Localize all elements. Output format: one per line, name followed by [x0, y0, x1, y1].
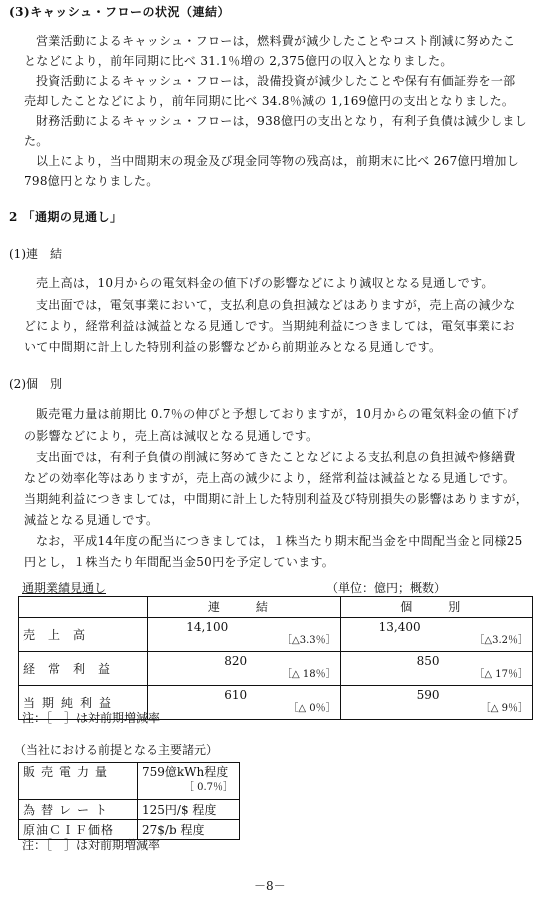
individual-line: 支出面では，有利子負債の削減に努めてきたことなどによる支払利息の負担減や修繕費 [36, 450, 516, 464]
cell-consolidated [148, 618, 340, 652]
individual-heading: (2)個 別 [9, 377, 62, 391]
change-rate: ［ 0.7％］ [183, 782, 233, 793]
individual-line: なお，平成14年度の配当につきましては，１株当たり期末配当金を中間配当金と同様25 [36, 534, 523, 548]
row-label: 販売電力量 [19, 763, 138, 800]
change-rate: ［△ 17％］ [474, 669, 528, 680]
row-label: 当期純利益 [19, 686, 148, 720]
table-row [19, 820, 240, 840]
table-row [19, 763, 240, 800]
forecast-table-title: 通期業績見通し [22, 581, 107, 595]
value: 590 [416, 688, 440, 702]
value: 850 [416, 654, 440, 668]
row-label: 為替レート [19, 800, 138, 820]
table-corner-cell [19, 597, 148, 618]
value: 610 [224, 688, 248, 702]
consolidated-line: どにより，経常利益は減益となる見通しです。当期純利益につきましては，電気事業にお [24, 319, 515, 333]
cell-value [138, 763, 240, 800]
cashflow-line: 798億円となりました。 [24, 174, 159, 188]
cashflow-line: 投資活動によるキャッシュ・フローは，設備投資が減少したことや保有有価証券を一部 [36, 74, 516, 88]
value: 27$/b 程度 [142, 822, 205, 837]
outlook-heading: 2 「通期の見通し」 [9, 210, 123, 224]
cell-consolidated [148, 652, 340, 686]
change-rate: ［△ 0％］ [288, 703, 336, 714]
cashflow-line: 財務活動によるキャッシュ・フローは，938億円の支出となり，有利子負債は減少しまし [36, 114, 527, 128]
assumptions-table-title: （当社における前提となる主要諸元） [14, 743, 219, 757]
table-header-row [19, 597, 533, 618]
individual-line: の影響などにより，売上高は減収となる見通しです。 [24, 429, 319, 443]
cashflow-line: 売却したことなどにより，前年同期に比べ 34.8％減の 1,169億円の支出となりました。 [24, 94, 515, 108]
row-label: 売上高 [19, 618, 148, 652]
cashflow-line: た。 [24, 134, 49, 148]
individual-line: 販売電力量は前期比 0.7％の伸びと予想しておりますが，10月からの電気料金の値下げ [36, 407, 519, 421]
value: 759億kWh程度 [142, 765, 229, 779]
page-number: －8－ [254, 879, 286, 893]
column-header-individual: 個 別 [340, 597, 532, 618]
value: 13,400 [378, 620, 421, 634]
consolidated-line: 売上高は，10月からの電気料金の値下げの影響などにより減収となる見通しです。 [36, 276, 494, 290]
consolidated-line: 支出面では，電気事業において，支払利息の負担減などはありますが，売上高の減少な [36, 298, 516, 312]
cashflow-line: 以上により，当中間期末の現金及び現金同等物の残高は，前期末に比べ 267億円増加し [36, 154, 520, 168]
row-label: 原油ＣＩＦ価格 [19, 820, 138, 840]
table-row [19, 800, 240, 820]
forecast-table-note: 注：［ ］は対前期増減率 [22, 711, 161, 725]
change-rate: ［△ 18％］ [282, 669, 336, 680]
value: 820 [224, 654, 248, 668]
individual-line: 当期純利益につきましては，中間期に計上した特別利益及び特別損失の影響はありますが， [24, 492, 529, 506]
change-rate: ［△3.2％］ [474, 635, 528, 646]
row-label: 経常利益 [19, 652, 148, 686]
cashflow-heading: (3)キャッシュ・フローの状況（連結） [9, 5, 230, 19]
column-header-consolidated: 連 結 [148, 597, 340, 618]
cell-value [138, 820, 240, 840]
individual-line: 減益となる見通しです。 [24, 513, 159, 527]
cashflow-line: となどにより，前年同期に比べ 31.1％増の 2,375億円の収入となりました。 [24, 54, 453, 68]
value: 14,100 [186, 620, 229, 634]
cell-individual [340, 618, 532, 652]
table-row [19, 618, 533, 652]
cell-consolidated [148, 686, 340, 720]
assumptions-table-note: 注：［ ］は対前期増減率 [22, 838, 161, 852]
consolidated-heading: (1)連 結 [9, 247, 62, 261]
individual-line: などの効率化等はありますが，売上高の減少により，経常利益は減益となる見通しです。 [24, 471, 516, 485]
forecast-table [18, 596, 533, 720]
cell-individual [340, 686, 532, 720]
cell-individual [340, 652, 532, 686]
cell-value [138, 800, 240, 820]
assumptions-table [18, 762, 240, 840]
forecast-table-unit: （単位：億円；概数） [326, 581, 447, 595]
change-rate: ［△ 9％］ [480, 703, 528, 714]
consolidated-line: いて中間期に計上した特別利益の影響などから前期並みとなる見通しです。 [24, 340, 442, 354]
table-row [19, 652, 533, 686]
cashflow-line: 営業活動によるキャッシュ・フローは，燃料費が減少したことやコスト削減に努めたこ [36, 34, 516, 48]
value: 125円/$ 程度 [142, 802, 217, 817]
change-rate: ［△3.3％］ [282, 635, 336, 646]
individual-line: 円とし，１株当たり年間配当金50円を予定しています。 [24, 555, 335, 569]
